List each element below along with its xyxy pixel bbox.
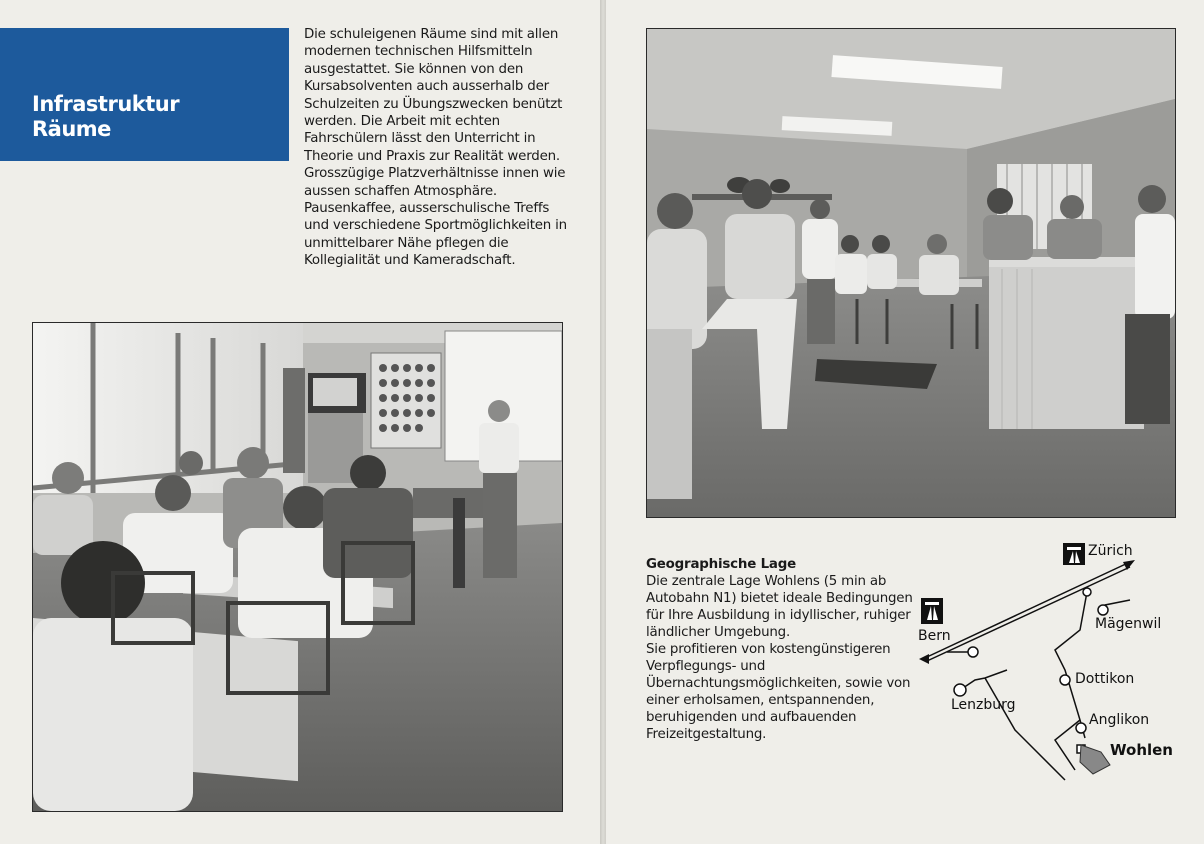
intro-paragraph-1: Die schuleigenen Räume sind mit allen modernen technischen Hilfsmitteln ausgestattet. Sie können von den Kursabsolventen auch ausserhalb der Schulzeiten zu Übungszwecken benützt werden. Die Arbeit mit echten Fahrschülern lässt den Unterricht in Theorie und Praxis zur Realität werden.	[304, 27, 563, 164]
map-label-wohlen: Wohlen	[1110, 741, 1173, 759]
map-label-dottikon: Dottikon	[1075, 671, 1135, 687]
title-line-2: Räume	[32, 117, 111, 141]
motorway-sign-icon	[1063, 543, 1085, 565]
geo-paragraph-1: Die zentrale Lage Wohlens (5 min ab Autobahn N1) bietet ideale Bedingungen für Ihre Ausbildung in idyllischer, ruhiger ländlicher Umgebung.	[646, 574, 913, 640]
geographic-section	[646, 556, 916, 743]
location-map	[915, 540, 1195, 800]
title-line-1: Infrastruktur	[32, 92, 180, 116]
left-page	[0, 0, 600, 844]
section-title	[32, 92, 179, 142]
lounge-photo	[646, 28, 1176, 518]
intro-text	[304, 26, 570, 270]
map-label-maegenwil: Mägenwil	[1095, 616, 1162, 632]
map-label-bern: Bern	[918, 628, 951, 644]
map-label-anglikon: Anglikon	[1089, 712, 1150, 728]
title-box	[0, 28, 289, 161]
intro-paragraph-2: Grosszügige Platzverhältnisse innen wie aussen schaffen Atmosphäre. Pausenkaffee, ausserschulische Treffs und verschiedene Sportmöglichkeiten in unmittelbarer Nähe pflegen die Kollegialität und Kameradschaft.	[304, 166, 567, 269]
map-label-zurich: Zürich	[1088, 543, 1133, 559]
map-label-lenzburg: Lenzburg	[951, 697, 1016, 713]
classroom-photo	[32, 322, 563, 812]
motorway-sign-icon	[921, 598, 943, 624]
right-page	[606, 0, 1204, 844]
geo-heading: Geographische Lage	[646, 557, 797, 572]
geo-paragraph-2: Sie profitieren von kostengünstigeren Verpflegungs- und Übernachtungsmöglichkeiten, sowie von einer erholsamen, entspannenden, beruhigenden und aufbauenden Freizeitgestaltung.	[646, 642, 911, 742]
